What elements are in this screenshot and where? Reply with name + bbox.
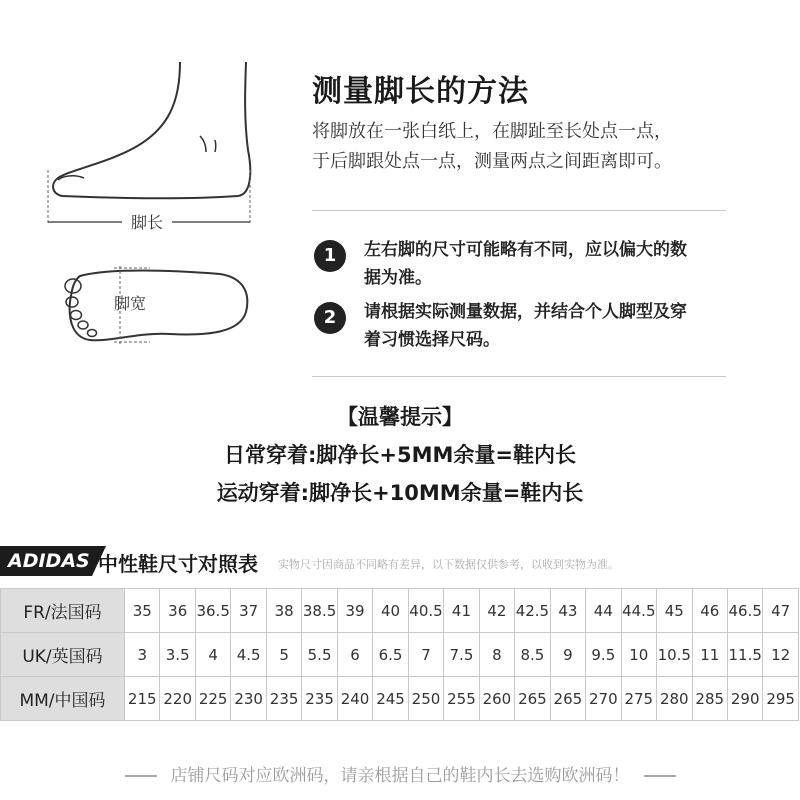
size-cell: 4.5 — [231, 633, 266, 677]
size-cell: 39 — [337, 589, 372, 633]
tip-1-line1: 左右脚的尺寸可能略有不同，应以偏大的数 — [364, 240, 687, 260]
size-cell: 7.5 — [444, 633, 479, 677]
size-chart-title: 中性鞋尺寸对照表 — [98, 552, 258, 576]
size-cell: 10.5 — [657, 633, 692, 677]
size-chart-body — [1, 589, 799, 721]
tip-2-line1: 请根据实际测量数据，并结合个人脚型及穿 — [364, 302, 687, 322]
size-row — [1, 589, 799, 633]
size-cell: 46.5 — [727, 589, 762, 633]
size-cell: 295 — [763, 677, 798, 721]
size-cell: 275 — [621, 677, 656, 721]
size-cell: 7 — [408, 633, 443, 677]
size-row-label: MM/中国码 — [1, 677, 125, 721]
size-cell: 38 — [266, 589, 301, 633]
size-cell: 40.5 — [408, 589, 443, 633]
size-cell: 40 — [373, 589, 408, 633]
size-cell: 270 — [586, 677, 621, 721]
size-cell: 235 — [302, 677, 337, 721]
size-chart-note: 实物尺寸因商品不同略有差异，以下数据仅供参考，以收到实物为准。 — [278, 558, 619, 571]
size-cell: 45 — [657, 589, 692, 633]
size-cell: 250 — [408, 677, 443, 721]
size-cell: 235 — [266, 677, 301, 721]
tip-1-number-badge: 1 — [314, 240, 346, 272]
foot-top-outline — [70, 271, 248, 341]
measure-description-line1: 将脚放在一张白纸上，在脚趾至长处点一点， — [312, 121, 672, 142]
size-cell: 10 — [621, 633, 656, 677]
measure-description-line2: 于后脚跟处点一点，测量两点之间距离即可。 — [312, 151, 672, 172]
size-cell: 42 — [479, 589, 514, 633]
size-cell: 46 — [692, 589, 727, 633]
size-cell: 11.5 — [727, 633, 762, 677]
size-cell: 42.5 — [515, 589, 550, 633]
tip-1-line2: 据为准。 — [364, 268, 432, 288]
tip-1-text — [364, 236, 744, 292]
size-cell: 41 — [444, 589, 479, 633]
size-cell: 36 — [160, 589, 195, 633]
footer-text: 店铺尺码对应欧洲码，请亲根据自己的鞋内长去选购欧洲码！ — [170, 766, 630, 786]
size-cell: 220 — [160, 677, 195, 721]
size-cell: 36.5 — [195, 589, 230, 633]
size-cell: 44.5 — [621, 589, 656, 633]
size-cell: 265 — [550, 677, 585, 721]
size-row — [1, 677, 799, 721]
size-cell: 6.5 — [373, 633, 408, 677]
measure-title: 测量脚长的方法 — [312, 74, 529, 109]
tip-2-line2: 着习惯选择尺码。 — [364, 330, 500, 350]
size-cell: 47 — [763, 589, 798, 633]
foot-width-label: 脚宽 — [113, 294, 147, 313]
size-cell: 43 — [550, 589, 585, 633]
size-cell: 230 — [231, 677, 266, 721]
foot-length-label: 脚长 — [130, 213, 164, 232]
size-cell: 9.5 — [586, 633, 621, 677]
size-cell: 9 — [550, 633, 585, 677]
tip-2-number-badge: 2 — [314, 302, 346, 334]
size-chart-header — [0, 546, 800, 576]
foot-side-illustration — [40, 60, 270, 240]
size-cell: 5.5 — [302, 633, 337, 677]
reminder-title: 【温馨提示】 — [337, 405, 463, 429]
divider-top — [312, 210, 726, 211]
size-cell: 260 — [479, 677, 514, 721]
brand-label: ADIDAS — [0, 546, 92, 576]
foot-top-illustration — [50, 262, 260, 348]
size-cell: 255 — [444, 677, 479, 721]
divider-bottom — [312, 376, 726, 377]
size-cell: 265 — [515, 677, 550, 721]
size-cell: 240 — [337, 677, 372, 721]
size-cell: 44 — [586, 589, 621, 633]
measure-description — [312, 117, 762, 177]
size-cell: 35 — [125, 589, 160, 633]
size-row — [1, 633, 799, 677]
size-chart-table — [0, 588, 799, 721]
size-cell: 215 — [125, 677, 160, 721]
size-row-label: FR/法国码 — [1, 589, 125, 633]
size-cell: 3.5 — [160, 633, 195, 677]
size-cell: 225 — [195, 677, 230, 721]
size-cell: 290 — [727, 677, 762, 721]
size-cell: 245 — [373, 677, 408, 721]
reminder-daily: 日常穿着:脚净长+5MM余量=鞋内长 — [224, 443, 576, 467]
reminder-sport: 运动穿着:脚净长+10MM余量=鞋内长 — [216, 481, 584, 505]
footer-note — [0, 761, 800, 786]
size-cell: 5 — [266, 633, 301, 677]
size-cell: 3 — [125, 633, 160, 677]
size-cell: 4 — [195, 633, 230, 677]
size-cell: 8.5 — [515, 633, 550, 677]
size-cell: 285 — [692, 677, 727, 721]
size-cell: 37 — [231, 589, 266, 633]
size-cell: 6 — [337, 633, 372, 677]
footer-dash-left — [125, 775, 157, 777]
footer-dash-right — [644, 775, 676, 777]
tip-2-text — [364, 298, 744, 354]
size-cell: 38.5 — [302, 589, 337, 633]
size-cell: 8 — [479, 633, 514, 677]
size-cell: 11 — [692, 633, 727, 677]
size-row-label: UK/英国码 — [1, 633, 125, 677]
size-cell: 12 — [763, 633, 798, 677]
size-cell: 280 — [657, 677, 692, 721]
